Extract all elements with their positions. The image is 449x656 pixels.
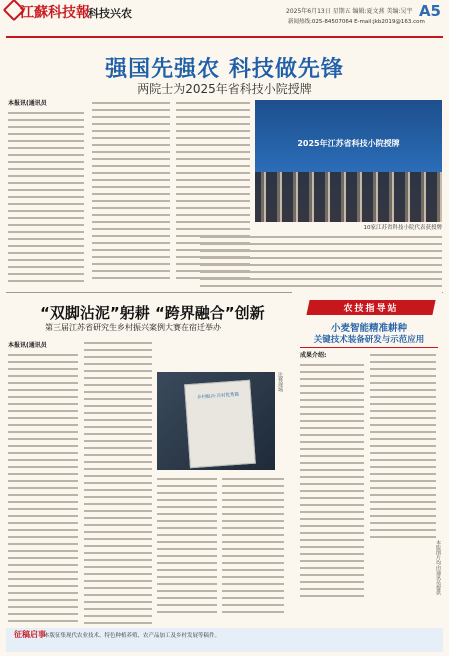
second-article-col-1 [8, 342, 78, 350]
column-title-line-1: 小麦智能精准耕种 [330, 323, 407, 334]
lead-article-col-1 [8, 100, 84, 108]
photo-people [255, 172, 442, 222]
second-article-col-4 [222, 478, 284, 618]
lead-headline: 强国先强农 科技做先锋 [105, 57, 344, 82]
column-rule [300, 347, 438, 348]
hotline: 新闻热线:025-84507064 E-mail:jkb2019@163.com [288, 19, 425, 25]
column-banner [306, 300, 435, 315]
footer-text: 本版征集现代农业技术、特色种植养殖、农产品加工及乡村发展等稿件。 [44, 633, 221, 639]
lead-byline: 本报讯(通讯员 [8, 100, 47, 107]
masthead [0, 0, 449, 42]
column-lead: 成果介绍: [300, 352, 327, 359]
second-photo-caption: 比赛现场 [277, 372, 283, 392]
text-block [300, 364, 364, 602]
second-byline: 本报讯(通讯员 [8, 342, 47, 349]
lead-article-bottom-text [200, 236, 442, 292]
newspaper-logo: 江蘇科技報 [20, 5, 90, 21]
lead-photo-caption: 10家江苏省科技小院代表获授牌 [363, 225, 442, 231]
text-block [8, 354, 78, 627]
footer-notice [6, 628, 443, 652]
page-number: A5 [418, 2, 441, 20]
second-article-col-3 [157, 478, 217, 618]
photo-book [184, 380, 256, 468]
column-photo-caption: 本版图片均由通讯员提供 [435, 540, 441, 595]
column-title-line-2: 关键技术装备研发与示范应用 [313, 335, 425, 345]
section-name: 科技兴农 [88, 7, 132, 20]
text-block [8, 112, 84, 287]
book-title: 乡村振兴·百村优秀篇 [196, 392, 240, 401]
lead-photo [255, 100, 442, 222]
second-photo [157, 372, 275, 470]
column-text-col-2 [370, 354, 436, 543]
column-text-col-1 [300, 352, 364, 360]
lead-article-col-2 [92, 102, 170, 284]
lead-subhead: 两院士为2025年省科技小院授牌 [137, 82, 312, 96]
dateline: 2025年6月13日 星期五 编辑:夏文燕 美编:吴宇 [286, 8, 413, 15]
footer-tag: 征稿启事 [14, 630, 46, 639]
second-subhead: 第三届江苏省研究生乡村振兴案例大赛在宿迁举办 [45, 323, 221, 332]
second-article-col-2 [84, 342, 152, 629]
photo-banner: 2025年江苏省科技小院授牌 [297, 139, 400, 148]
masthead-rule [6, 36, 443, 38]
second-headline: “双脚沾泥”躬耕 “跨界融合”创新 [40, 304, 265, 322]
column-banner-text: 农技指导站 [343, 304, 399, 314]
